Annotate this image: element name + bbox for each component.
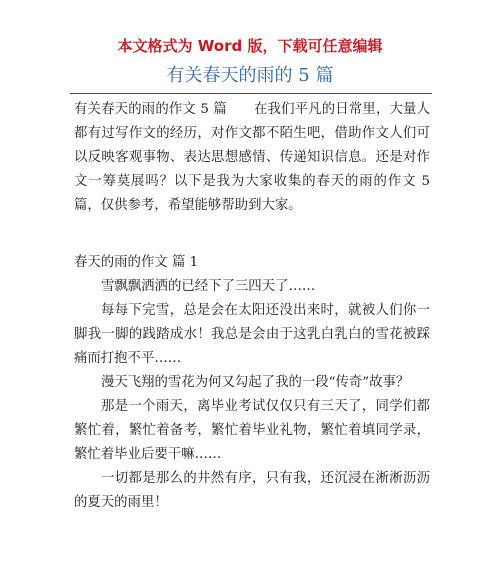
body-paragraph: 每每下完雪，总是会在太阳还没出来时，就被人们你一脚我一脚的践踏成水！我总是会由于这乳白乳白的雪花被踩痛而打抱不平…… [74, 303, 430, 366]
title-divider [70, 93, 432, 94]
section-heading: 春天的雨的作文 篇 1 [74, 255, 199, 270]
format-banner: 本文格式为 Word 版，下载可任意编辑 [117, 37, 383, 55]
body-paragraph: 漫天飞翔的雪花为何又勾起了我的一段“传奇”故事？ [101, 375, 410, 390]
body-paragraph: 雪飘飘洒洒的已经下了三四天了…… [101, 279, 316, 294]
section-spacer [74, 218, 430, 251]
body-paragraph: 一切都是那么的井然有序，只有我，还沉浸在淅淅沥沥的夏天的雨里！ [74, 471, 430, 510]
document-title: 有关春天的雨的 5 篇 [166, 65, 334, 86]
document-body [74, 98, 430, 515]
intro-paragraph: 有关春天的雨的作文 5 篇 在我们平凡的日常里，大量人都有过写作文的经历，对作文都不陌生吧，借助作文人们可以反映客观事物、表达思想感情、传递知识信息。还是对作文一筹莫展吗？以下是我为大家收集的春天的雨的作文 5 篇，仅供参考，希望能够帮助到大家。 [74, 102, 430, 213]
body-paragraph: 那是一个雨天，离毕业考试仅仅只有三天了，同学们都繁忙着，繁忙着备考，繁忙着毕业礼物，繁忙着填同学录，繁忙着毕业后要干嘛…… [74, 399, 430, 462]
